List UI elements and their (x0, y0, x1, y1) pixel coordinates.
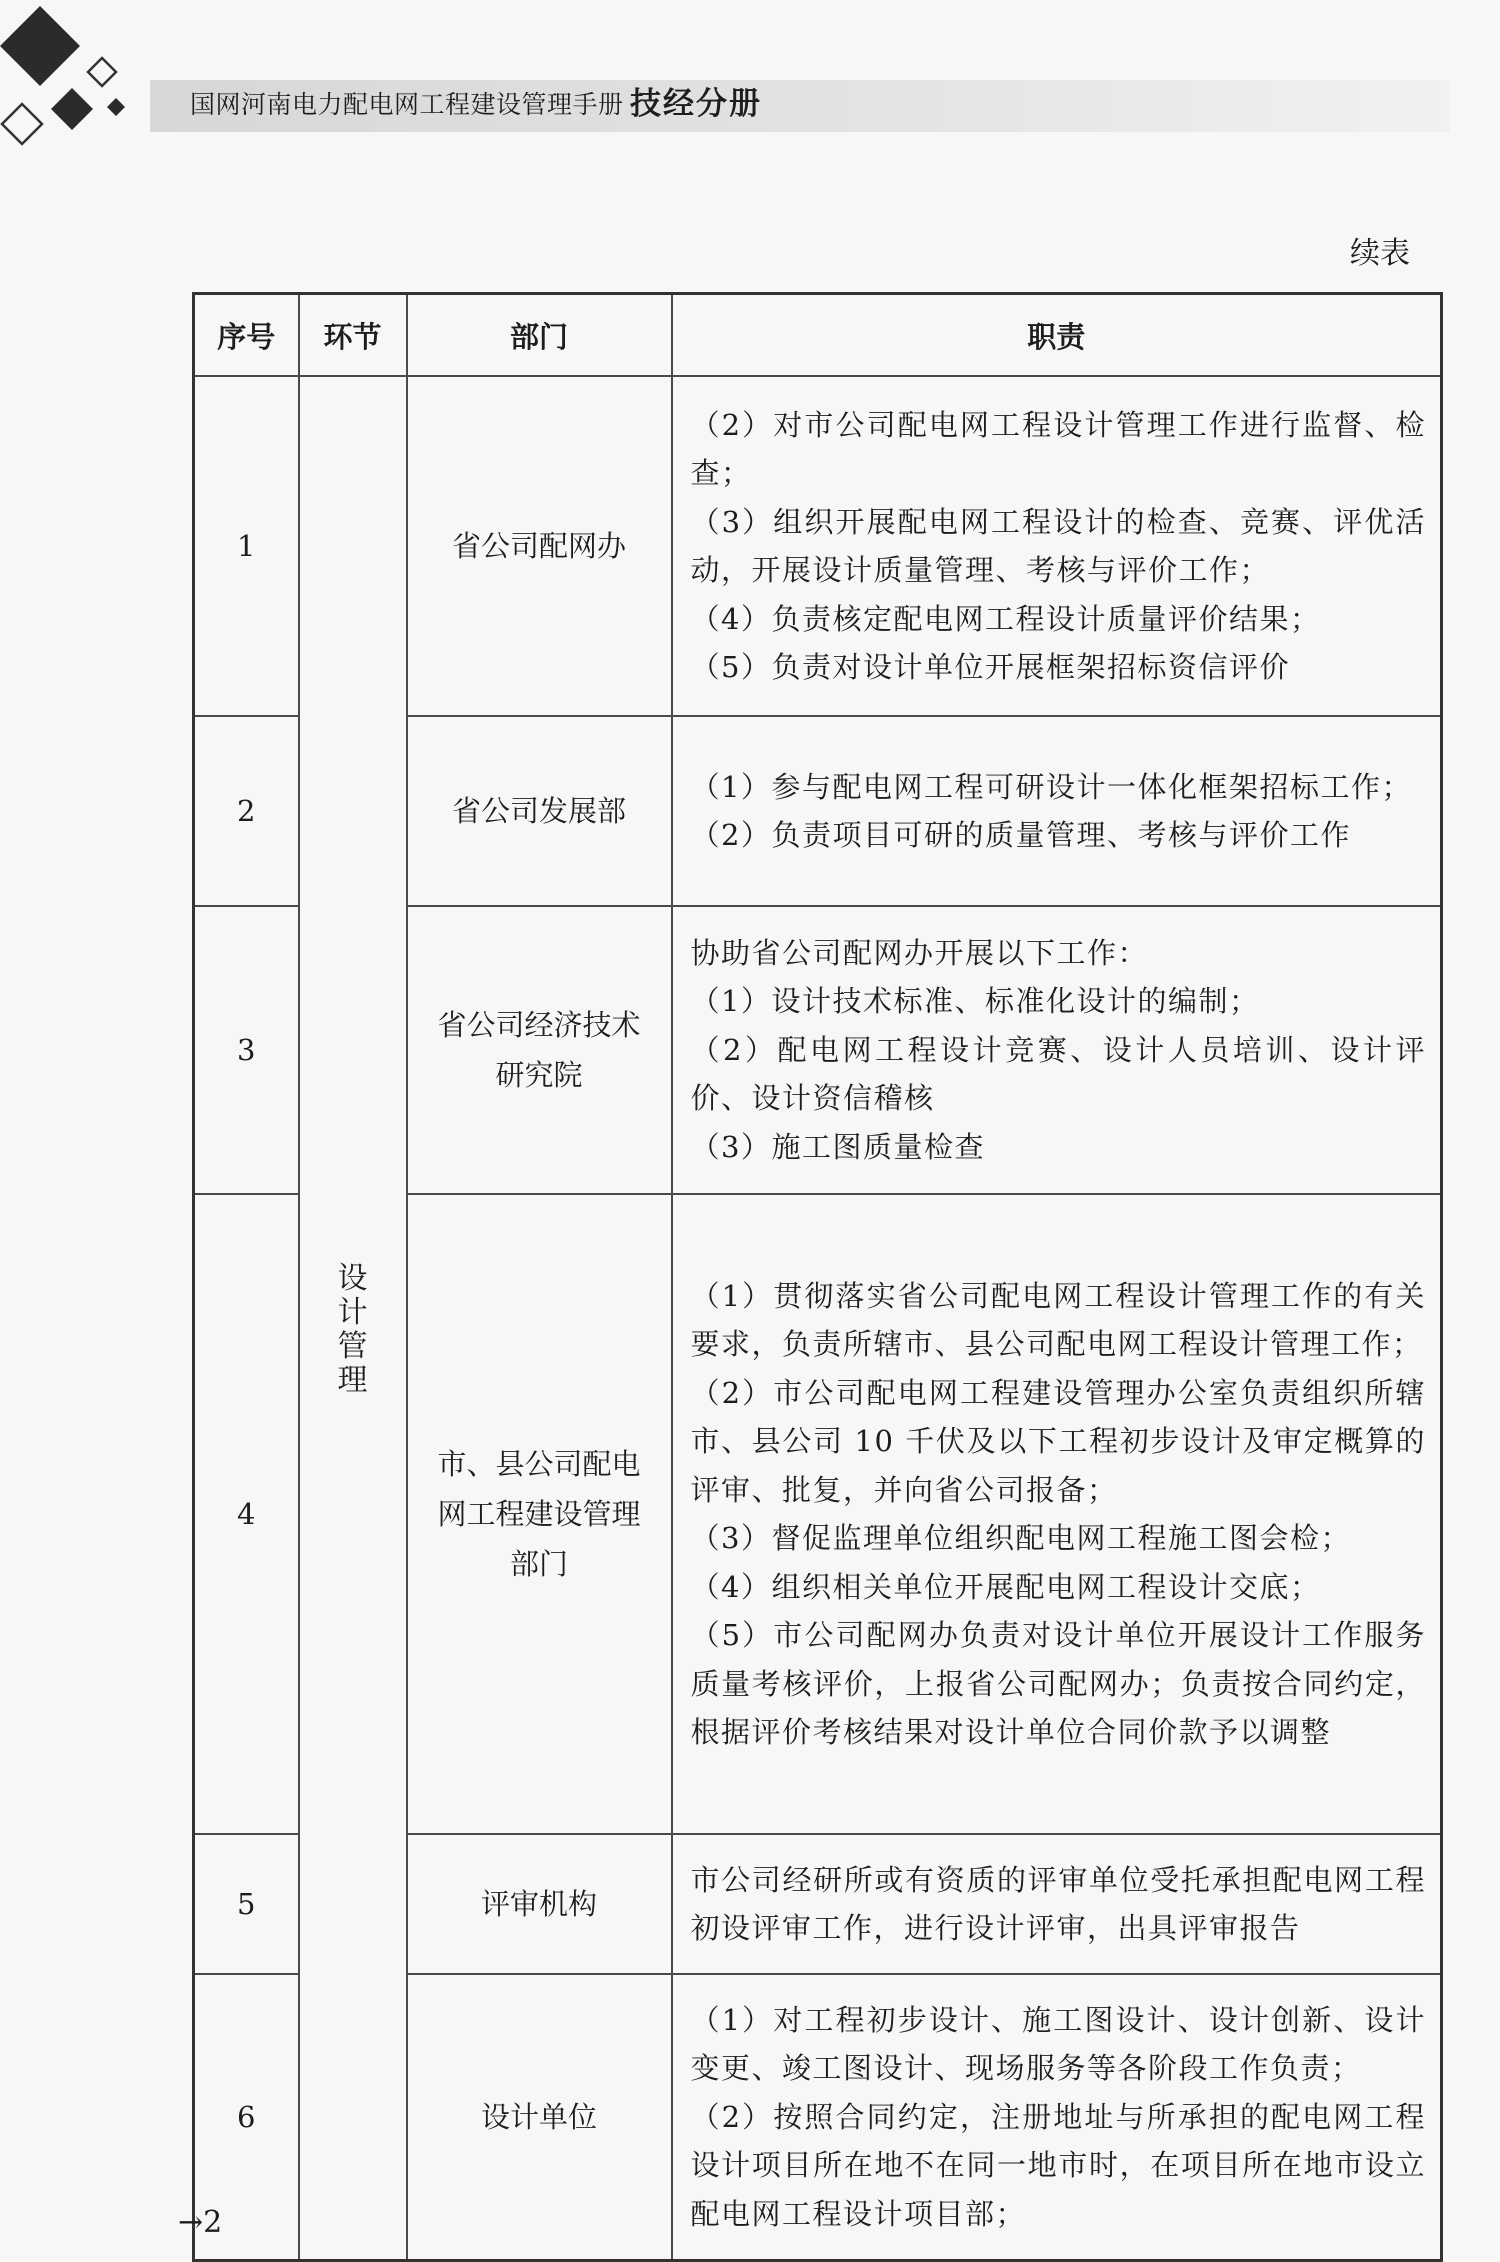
table-row (194, 376, 1442, 716)
duties-cell (672, 1974, 1442, 2261)
diamond-tiny-icon (107, 98, 125, 116)
department-cell: 省公司经济技术研究院 (407, 906, 672, 1194)
duties-cell (672, 1834, 1442, 1974)
duty-item: （2）负责项目可研的质量管理、考核与评价工作 (690, 818, 1351, 852)
department-cell: 省公司配网办 (407, 376, 672, 716)
duty-item: （1）对工程初步设计、施工图设计、设计创新、设计变更、竣工图设计、现场服务等各阶段工作负责； (690, 2002, 1426, 2086)
duty-item: （2）配电网工程设计竞赛、设计人员培训、设计评价、设计资信稽核 (690, 1032, 1426, 1116)
department-cell: 评审机构 (407, 1834, 672, 1974)
duty-item: （1）贯彻落实省公司配电网工程设计管理工作的有关要求，负责所辖市、县公司配电网工程设计管理工作； (690, 1278, 1426, 1361)
diamond-large-icon (0, 6, 80, 86)
diamond-outline-icon (2, 104, 42, 144)
duties-cell (672, 1194, 1442, 1834)
department-cell: 设计单位 (407, 1974, 672, 2261)
table-header-row (194, 294, 1442, 377)
duty-item: （1）设计技术标准、标准化设计的编制； (690, 984, 1260, 1019)
row-number: 3 (194, 906, 299, 1194)
running-header-subtitle: 技经分册 (630, 86, 762, 122)
diamond-outline-icon (88, 58, 116, 86)
row-number: 4 (194, 1194, 299, 1834)
duty-item: （5）市公司配网办负责对设计单位开展设计工作服务质量考核评价，上报省公司配网办；负责按合同约定，根据评价考核结果对设计单位合同价款予以调整 (690, 1618, 1426, 1749)
duty-item: （3）施工图质量检查 (690, 1129, 985, 1164)
duty-item: （4）组织相关单位开展配电网工程设计交底； (690, 1569, 1321, 1604)
duties-cell (672, 376, 1442, 716)
duty-item: （2）市公司配电网工程建设管理办公室负责组织所辖市、县公司 10 千伏及以下工程初步设计及审定概算的评审、批复，并向省公司报备； (690, 1375, 1426, 1507)
duty-item: （1）参与配电网工程可研设计一体化框架招标工作； (690, 769, 1412, 804)
row-number: 6 (194, 1974, 299, 2261)
column-header-duties: 职责 (672, 294, 1442, 377)
duty-item: （2）对市公司配电网工程设计管理工作进行监督、检查； (690, 407, 1426, 490)
duty-item: 市公司经研所或有资质的评审单位受托承担配电网工程初设评审工作，进行设计评审，出具评审报告 (690, 1862, 1426, 1945)
duty-item: （4）负责核定配电网工程设计质量评价结果； (690, 601, 1321, 636)
duty-item: （2）按照合同约定，注册地址与所承担的配电网工程设计项目所在地不在同一地市时，在项目所在地市设立配电网工程设计项目部； (690, 2099, 1426, 2231)
responsibility-table (192, 292, 1443, 2262)
department-cell: 市、县公司配电网工程建设管理部门 (407, 1194, 672, 1834)
duties-cell (672, 906, 1442, 1194)
running-header-title: 国网河南电力配电网工程建设管理手册 (190, 90, 624, 119)
row-number: 5 (194, 1834, 299, 1974)
diamond-small-icon (51, 88, 93, 130)
duty-item: 协助省公司配网办开展以下工作： (690, 935, 1149, 970)
column-header-stage: 环节 (299, 294, 407, 377)
table-continued-label: 续表 (1350, 236, 1410, 271)
column-header-number: 序号 (194, 294, 299, 377)
duty-item: （5）负责对设计单位开展框架招标资信评价 (690, 650, 1290, 684)
stage-label: 设计管理 (337, 1261, 368, 1398)
decorative-diamond-logo (0, 0, 150, 150)
column-header-department: 部门 (407, 294, 672, 377)
duties-cell (672, 716, 1442, 906)
department-cell: 省公司发展部 (407, 716, 672, 906)
row-number: 2 (194, 716, 299, 906)
row-number: 1 (194, 376, 299, 716)
page-number: →2 (178, 2205, 223, 2240)
duty-item: （3）组织开展配电网工程设计的检查、竞赛、评优活动，开展设计质量管理、考核与评价工作； (690, 504, 1426, 587)
duty-item: （3）督促监理单位组织配电网工程施工图会检； (690, 1521, 1351, 1555)
stage-cell (299, 376, 407, 2261)
